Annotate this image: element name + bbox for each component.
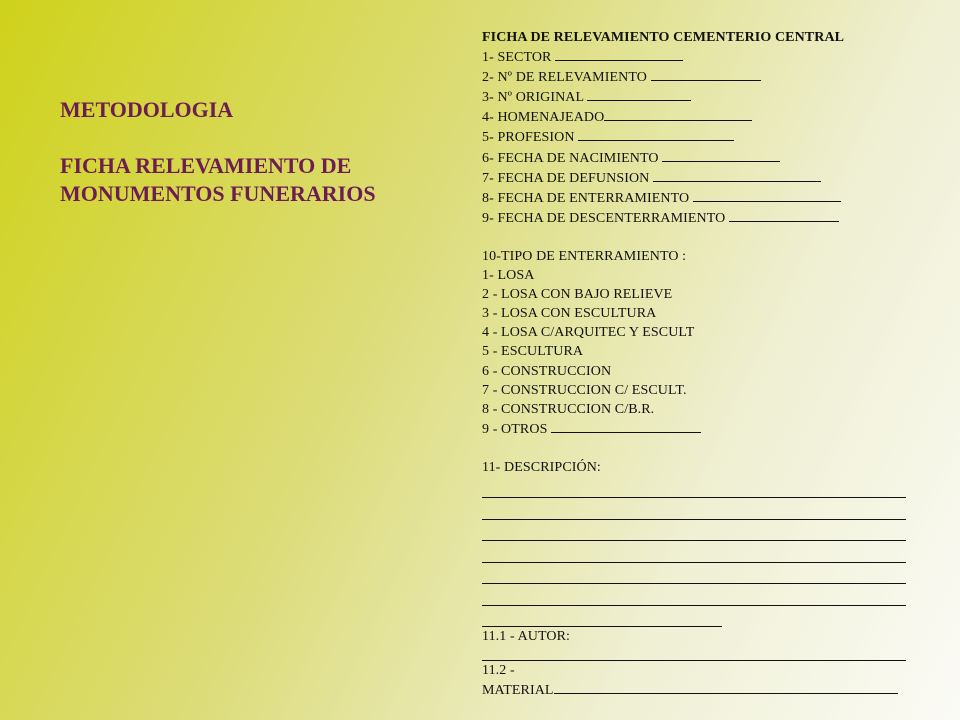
blank-line bbox=[604, 107, 752, 121]
blank-line bbox=[578, 127, 734, 141]
field-birth-date bbox=[482, 148, 912, 168]
description-line bbox=[482, 541, 906, 563]
material-label-prefix: 11.2 - bbox=[482, 663, 515, 679]
field-label: 9- FECHA DE DESCENTERRAMIENTO bbox=[482, 210, 726, 226]
blank-line bbox=[662, 148, 780, 162]
burial-type-option-other bbox=[482, 419, 912, 439]
author-line bbox=[482, 646, 906, 661]
field-burial-date bbox=[482, 188, 912, 208]
field-exhumation-date bbox=[482, 208, 912, 228]
section-gap bbox=[482, 228, 912, 247]
field-death-date bbox=[482, 168, 912, 188]
blank-line bbox=[551, 419, 701, 433]
field-label: 5- PROFESION bbox=[482, 130, 575, 146]
blank-line bbox=[693, 188, 841, 202]
burial-type-option: 5 - ESCULTURA bbox=[482, 344, 584, 360]
survey-form bbox=[482, 28, 912, 700]
form-title-line-1: FICHA RELEVAMIENTO DE bbox=[60, 153, 352, 178]
description-line bbox=[482, 498, 906, 520]
description-line bbox=[482, 563, 906, 585]
field-label: 8- FECHA DE ENTERRAMIENTO bbox=[482, 190, 690, 206]
description-line bbox=[482, 477, 906, 499]
blank-line bbox=[555, 47, 683, 61]
field-survey-number bbox=[482, 67, 912, 87]
field-material bbox=[482, 680, 912, 700]
blank-line bbox=[587, 87, 691, 101]
field-label: 9 - OTROS bbox=[482, 421, 548, 437]
burial-type-option: 2 - LOSA CON BAJO RELIEVE bbox=[482, 287, 673, 303]
burial-type-option: 3 - LOSA CON ESCULTURA bbox=[482, 306, 657, 322]
field-honoree bbox=[482, 107, 912, 127]
section-gap bbox=[482, 439, 912, 458]
blank-line bbox=[651, 67, 761, 81]
description-label: 11- DESCRIPCIÓN: bbox=[482, 459, 601, 475]
field-original-number bbox=[482, 87, 912, 107]
author-label: 11.1 - AUTOR: bbox=[482, 628, 571, 644]
burial-type-option: 1- LOSA bbox=[482, 268, 535, 284]
burial-type-option: 7 - CONSTRUCCION C/ ESCULT. bbox=[482, 382, 687, 398]
slide-title-block bbox=[60, 96, 440, 208]
field-label: 1- SECTOR bbox=[482, 50, 552, 66]
methodology-heading: METODOLOGIA bbox=[60, 97, 234, 122]
description-line bbox=[482, 520, 906, 542]
field-label: 7- FECHA DE DEFUNSION bbox=[482, 170, 650, 186]
blank-line bbox=[729, 208, 839, 222]
field-label: 3- Nº ORIGINAL bbox=[482, 90, 584, 106]
burial-type-option: 6 - CONSTRUCCION bbox=[482, 363, 612, 379]
description-line bbox=[482, 584, 906, 606]
field-label: 2- Nº DE RELEVAMIENTO bbox=[482, 70, 647, 86]
description-line-short bbox=[482, 606, 722, 627]
field-label: 6- FECHA DE NACIMIENTO bbox=[482, 150, 659, 166]
burial-type-label: 10-TIPO DE ENTERRAMIENTO : bbox=[482, 248, 687, 264]
field-sector bbox=[482, 47, 912, 67]
burial-type-option: 4 - LOSA C/ARQUITEC Y ESCULT bbox=[482, 325, 695, 341]
blank-line bbox=[653, 168, 821, 182]
heading-gap bbox=[60, 124, 440, 152]
form-title-line-2: MONUMENTOS FUNERARIOS bbox=[60, 181, 376, 206]
field-label: 4- HOMENAJEADO bbox=[482, 110, 605, 126]
field-label: MATERIAL bbox=[482, 683, 554, 699]
blank-line bbox=[554, 680, 898, 694]
burial-type-option: 8 - CONSTRUCCION C/B.R. bbox=[482, 401, 655, 417]
form-heading: FICHA DE RELEVAMIENTO CEMENTERIO CENTRAL bbox=[482, 30, 845, 45]
field-profession bbox=[482, 127, 912, 147]
